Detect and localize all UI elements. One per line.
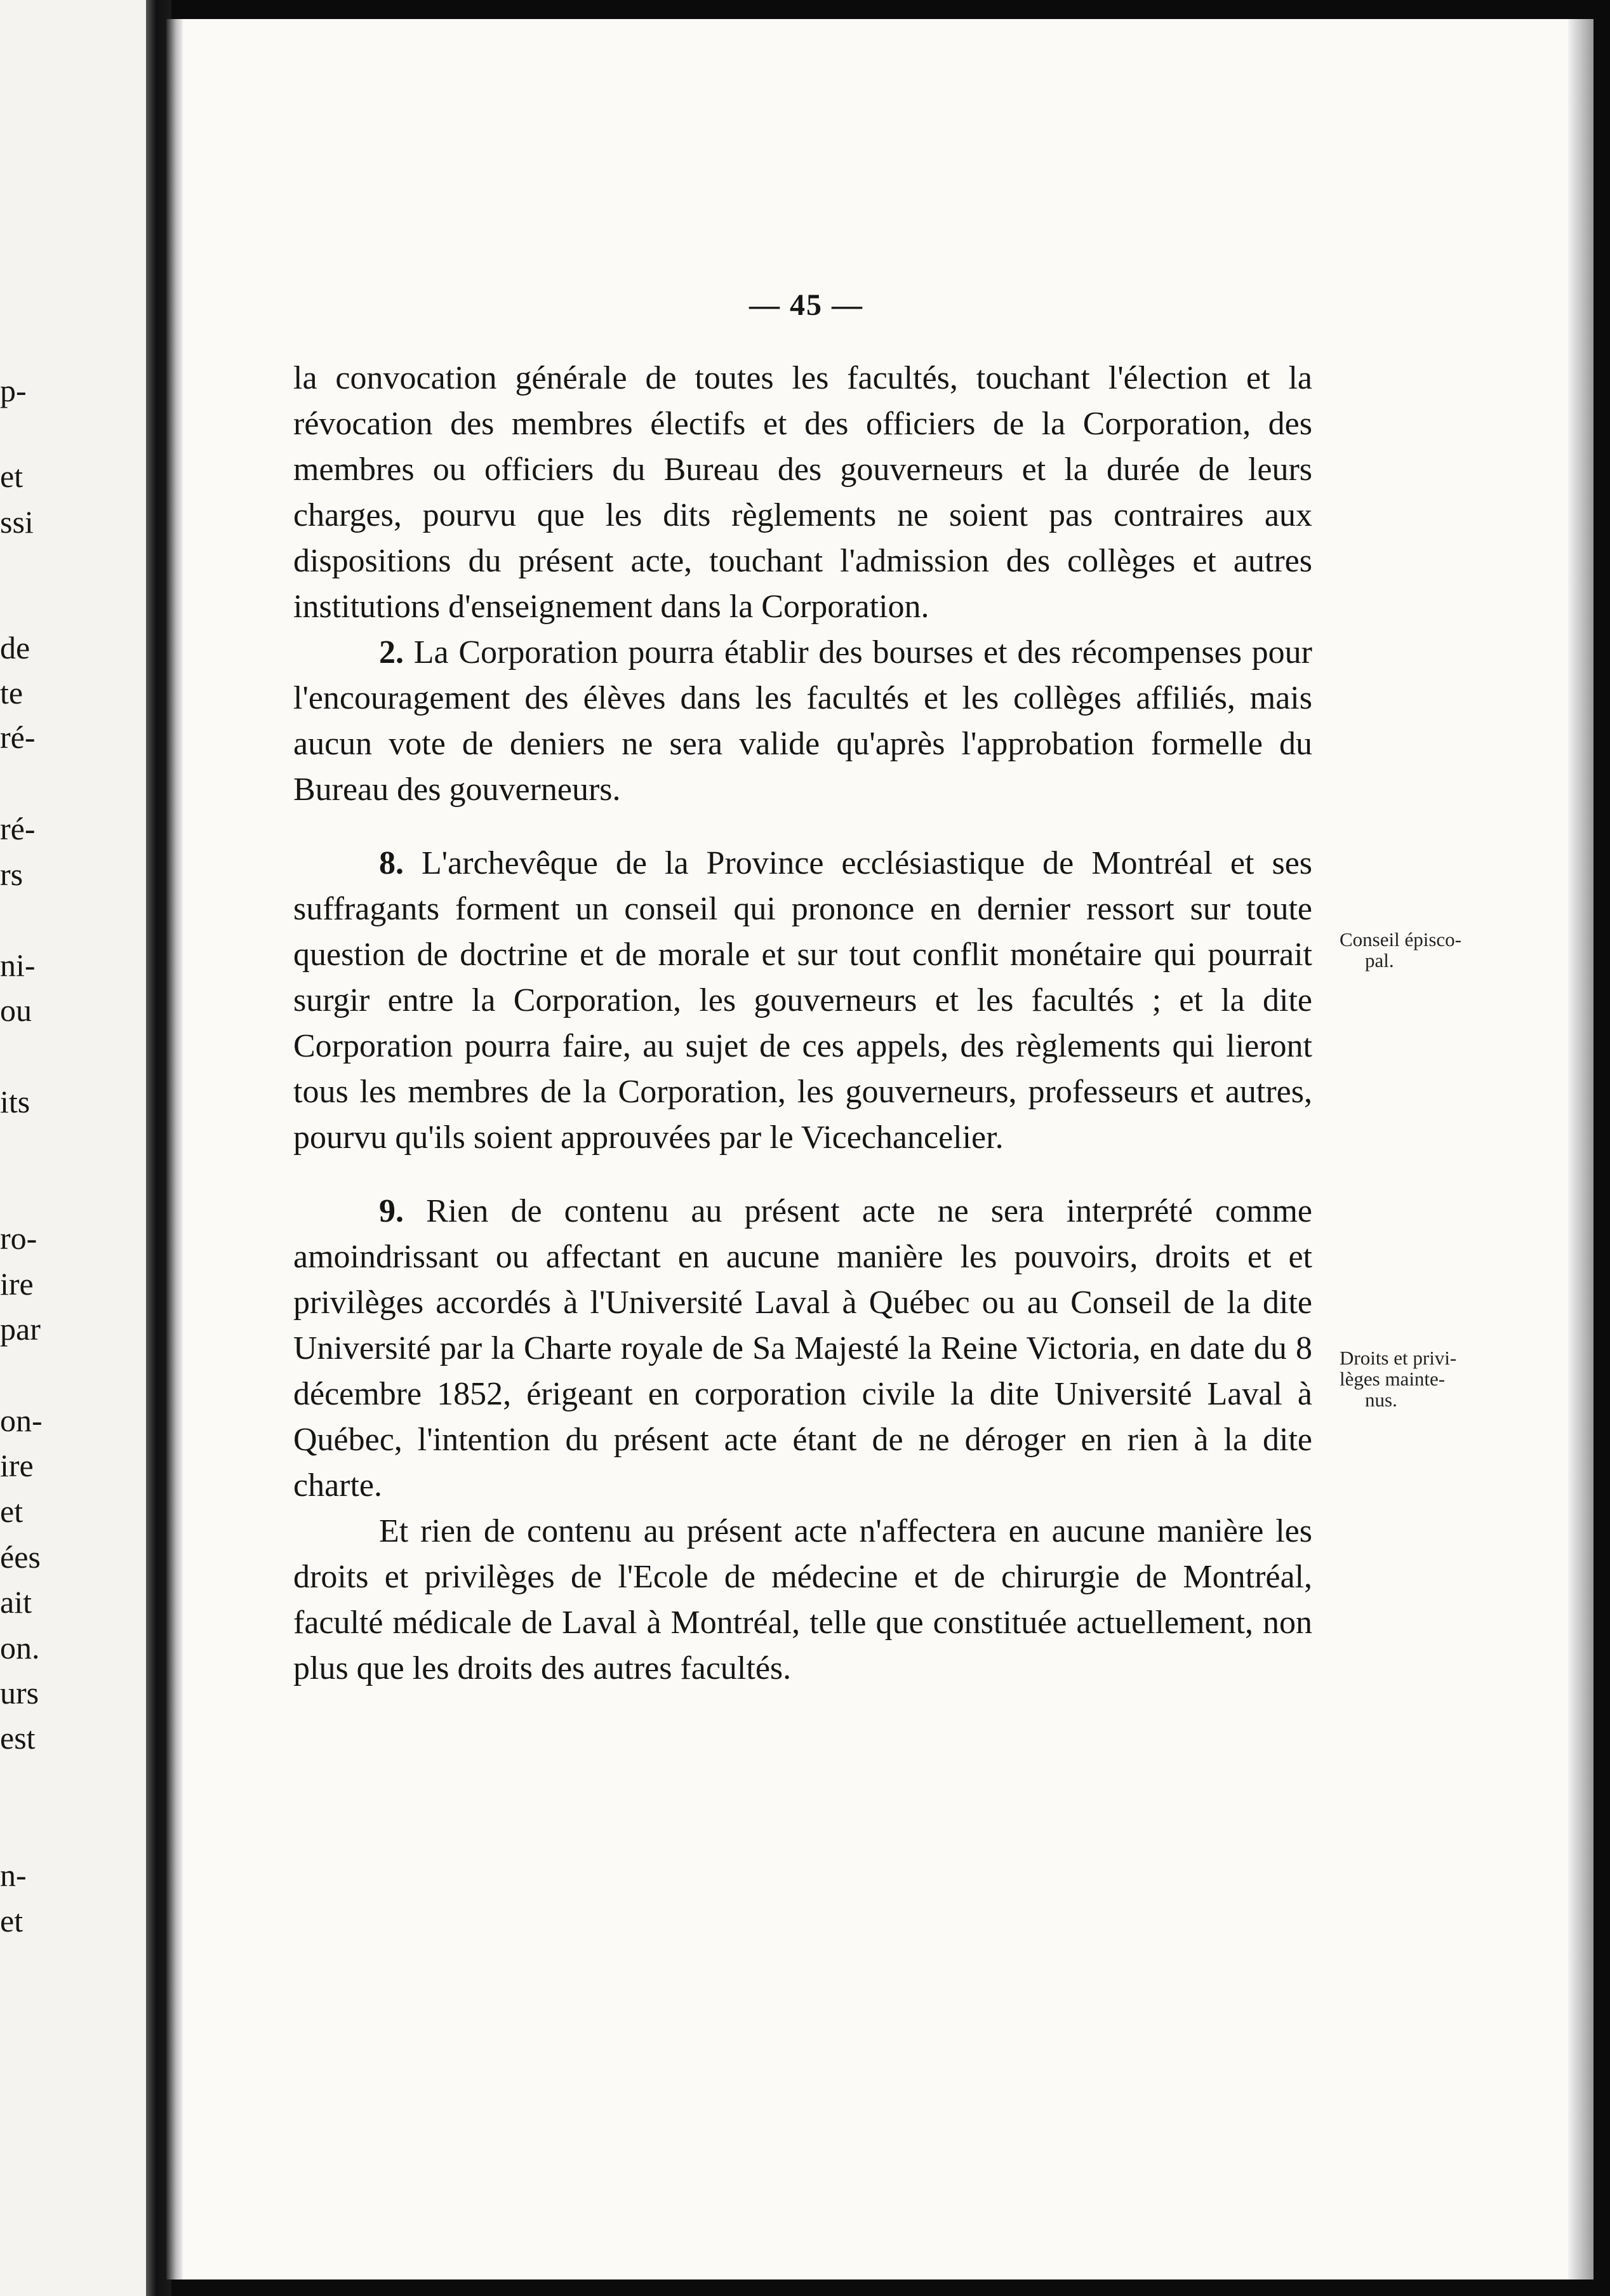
margin-note-line: Droits et privi- [1340,1347,1457,1369]
prev-fragment: ire [0,1266,34,1302]
paragraph-text: la convocation générale de toutes les facultés, touchant l'élection et la révocation des membres électifs et des officiers de la Corporation, des membres ou officiers du Bureau des gouverneurs et la durée de leurs charges, pourvu que les dits règlements ne soient pas contraires aux dispositions du présent acte, touchant l'admission des collèges et autres institutions d'enseignement dans la Corporation. [293,360,1312,625]
prev-fragment: ro- [0,1220,37,1256]
prev-fragment: ire [0,1448,34,1483]
previous-page-sliver [0,0,149,2296]
paragraph [293,1509,1312,1692]
margin-note [1340,929,1530,971]
prev-fragment: ré- [0,811,36,846]
prev-fragment: on. [0,1630,40,1665]
margin-note-line: nus. [1365,1389,1397,1411]
paragraph-text: Et rien de contenu au présent acte n'affectera en aucune manière les droits et privilèges de l'Ecole de médecine et de chirurgie de Montréal, faculté médicale de Laval à Montréal, telle que constituée actuellement, non plus que les droits des autres facultés. [293,1513,1312,1686]
margin-note-line: lèges mainte- [1340,1368,1446,1390]
prev-fragment: de [0,630,30,665]
paragraph-text: Rien de contenu au présent acte ne sera interprété comme amoindrissant ou affectant en aucune manière les pouvoirs, droits et et privilèges accordés à l'Université Laval à Québec ou au Conseil de la dite Université par la Charte royale de Sa Majesté la Reine Victoria, en date du 8 décembre 1852, érigeant en corporation civile la dite Université Laval à Québec, l'intention du présent acte étant de ne déroger en rien à la dite charte. [293,1193,1313,1504]
paragraph-text: La Corporation pourra établir des bourses et des récompenses pour l'encouragement des élèves dans les facultés et les collèges affiliés, mais aucun vote de deniers ne sera valide qu'après l'approbation formelle du Bureau des gouverneurs. [293,634,1312,808]
prev-fragment: ées [0,1539,41,1575]
paragraph [293,1189,1312,1509]
prev-fragment: rs [0,857,23,892]
article-number: 2. [379,634,404,671]
paragraph [293,356,1312,630]
prev-fragment: urs [0,1675,39,1711]
prev-fragment: ssi [0,504,34,540]
margin-note-line: pal. [1365,949,1394,971]
prev-fragment: est [0,1720,36,1756]
article-number: 9. [379,1193,404,1229]
prev-fragment: et [0,1903,23,1939]
paragraph [293,841,1312,1161]
paragraph [293,630,1312,813]
prev-fragment: its [0,1084,30,1119]
article-number: 8. [379,845,404,881]
prev-fragment: et [0,458,23,494]
page-left-edge [166,19,183,2279]
prev-fragment: n- [0,1857,27,1893]
prev-fragment: p- [0,373,27,408]
margin-note [1340,1347,1530,1410]
prev-fragment: ait [0,1584,32,1620]
prev-fragment: ou [0,992,32,1028]
prev-fragment: et [0,1493,23,1529]
prev-fragment: ni- [0,947,36,983]
paragraph-text: L'archevêque de la Province ecclésiastique de Montréal et ses suffragants forment un conseil qui prononce en dernier ressort sur toute question de doctrine et de morale et sur tout conflit monétaire qui pourrait surgir entre la Corporation, les gouverneurs et les facultés ; et la dite Corporation pourra faire, au sujet de ces appels, des règlements qui lieront tous les membres de la Corporation, les gouverneurs, professeurs et autres, pourvu qu'ils soient approuvées par le Vicechancelier. [293,845,1313,1156]
body-text [293,356,1312,1692]
margin-note-line: Conseil épisco- [1340,928,1461,951]
prev-fragment: ré- [0,719,36,755]
prev-fragment: on- [0,1403,43,1438]
prev-fragment: te [0,675,23,711]
page-number: — 45 — [749,288,863,322]
prev-fragment: par [0,1311,41,1347]
page-right-edge [1568,19,1593,2279]
